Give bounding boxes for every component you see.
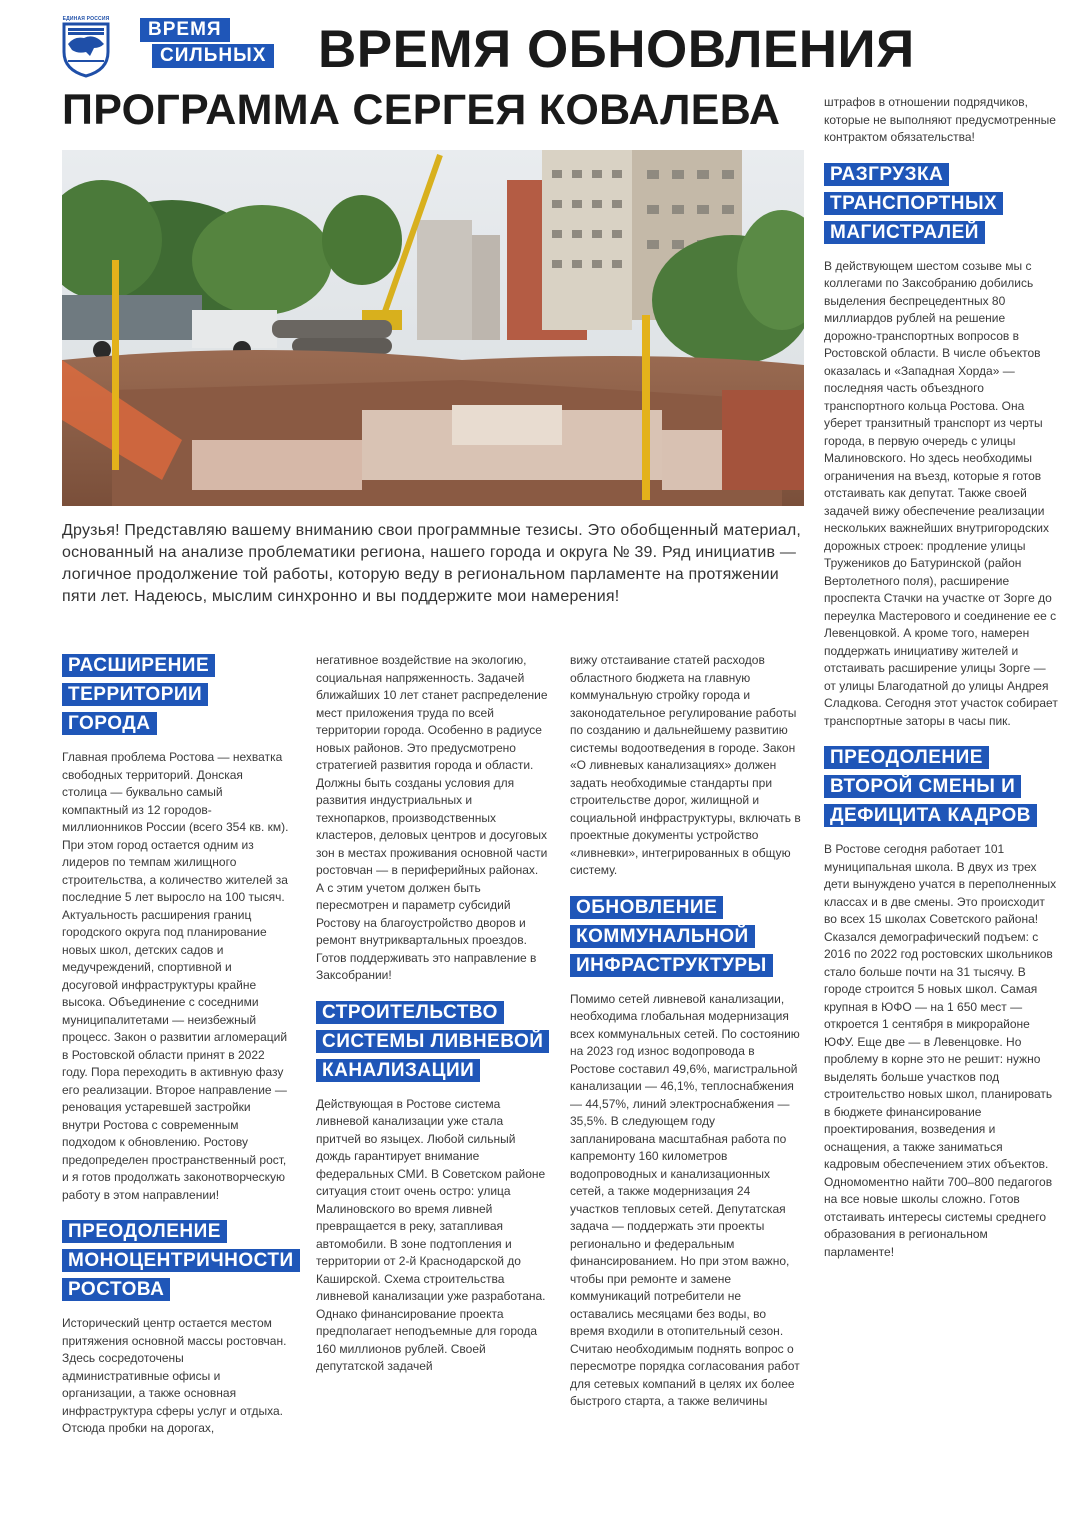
intro-paragraph: Друзья! Представляю вашему вниманию свои программные тезисы. Это обобщенный материал, основанный на анализе проблематики региона, нашего города и округа № 39. Ряд инициатив — логичное продолжение той работы, которую веду в региональном парламенте на протяжении пяти лет. Надеюсь, мыслим синхронно и вы поддержите мои намерения!	[62, 522, 802, 605]
section-heading-schools: ПРЕОДОЛЕНИЕ ВТОРОЙ СМЕНЫ И ДЕФИЦИТА КАДРОВ	[824, 746, 1037, 827]
section-heading-drainage: СТРОИТЕЛЬСТВО СИСТЕМЫ ЛИВНЕВОЙ КАНАЛИЗАЦИИ	[316, 1001, 549, 1082]
brand-slogan	[140, 18, 296, 70]
section-text-territory: Главная проблема Ростова — нехватка свободных территорий. Донская столица — буквально самый компактный из 12 городов-миллионников России (всего 354 кв. км). При этом город остается одним из лидеров по темпам жилищного строительства, а количество жителей за последние 5 лет выросло на 100 тысяч. Актуальность расширения границ городского округа под планирование новых школ, детских садов и медучреждений, спортивной и досуговой инфраструктуры крайне высока. Объединение с соседними муниципалитетами — неизбежный процесс. Закон о развитии агломераций в Ростовской области принят в 2022 году. Пора переходить в активную фазу его реализации. Второе направление — реновация устаревшей застройки внутри Ростова с современным подходом к обновлению. Ростову предопределен пространственный рост, и я готов продолжать законотворческую работу в этом направлении!	[62, 750, 289, 1202]
section-heading-territory: РАСШИРЕНИЕ ТЕРРИТОРИИ ГОРОДА	[62, 654, 215, 735]
section-heading-monocentric: ПРЕОДОЛЕНИЕ МОНОЦЕНТРИЧНОСТИ РОСТОВА	[62, 1220, 300, 1301]
section-text-monocentric-cont: негативное воздействие на экологию, социальная напряженность. Задачей ближайших 10 лет станет распределение мест приложения труда по всей территории города. Особенно в радиусе новых районов. Это предусмотрено стратегией развития города и области. Должны быть созданы условия для развития индустриальных и технопарков, производственных кластеров, деловых центров и досуговых зон в местах проживания основной части ростовчан — в периферийных районах. А с этим учетом должен быть пересмотрен и параметр субсидий Ростову на благоустройство дворов и ремонт внутриквартальных проездов. Готов поддерживать это направление в Заксобрании!	[316, 653, 548, 982]
brand-line-1: ВРЕМЯ	[140, 18, 230, 42]
section-text-schools: В Ростове сегодня работает 101 муниципальная школа. В двух из трех дети вынуждено учатся в переполненных классах и в две смены. Это происходит во всех 15 школах Советского района! Сказался демографический подъем: с 2016 по 2022 год ростовских школьников стало больше почти на 31 тысячу. В городе строится 5 новых школ. Самая крупная в ЮФО — на 1 650 мест — откроется 1 сентября в микрорайоне ЮФУ. Еще две — в Левенцовке. Но проблему в корне это не решит: нужно выделять больше участков под строительство новых школ, планировать в бюджете финансирование проектирования, возведения и оснащения, а также заниматься кадровым обеспечением этих объектов. Одномоментно найти 700–800 педагогов на все новые школы сложно. Готов отстаивать интересы системы среднего образования в региональном парламенте!	[824, 842, 1057, 1259]
section-text-monocentric: Исторический центр остается местом притяжения основной массы ростовчан. Здесь сосредоточены административные офисы и организации, а также основная инфраструктура сферы услуг и отдыха. Отсюда пробки на дорогах,	[62, 1316, 287, 1435]
page-subtitle: ПРОГРАММА СЕРГЕЯ КОВАЛЕВА	[62, 86, 781, 134]
section-text-drainage: Действующая в Ростове система ливневой канализации уже стала притчей во языцех. Любой сильный дождь гарантирует внимание федеральных СМИ. В Советском районе ситуация стоит очень остро: улица Малиновского во время ливней превращается в реку, затапливая автомобили. В зоне подтопления и территории от 2-й Краснодарской до Каширской. Схема строительства ливневой канализации уже разработана. Однако финансирование проекта предполагает неподъемные для города 160 миллионов рублей. Своей депутатской задачей	[316, 1096, 546, 1373]
section-text-transport: В действующем шестом созыве мы с коллегами по Заксобранию добились выделения беспрецедентных 80 миллиардов рублей на решение дорожно-транспортных вопросов в Ростовской области. В числе объектов оказалась и «Западная Хорда» — последняя часть объездного транспортного кольца Ростова. Она уберет транзитный транспорт из черты города, в первую очередь с улицы Малиновского. Но здесь необходимы ограничения на въезд, которые я готов отстаивать как депутат. Также своей задачей вижу обеспечение реализации нескольких важнейших внутригородских дорожных строек: продление улицы Тружеников до Батуринской (район Вертолетного поля), расширение проспекта Стачки на участке от Зорге до переулка Мастерового и соединение ее с Левенцовкой. А кроме того, намерен поддержать инициативу жителей и отстаивать расширение улицы Зорге — от улицы Благодатной до улицы Андрея Сладкова. Сегодня этот участок собирает транспортные заторы в часы пик.	[824, 258, 1058, 728]
logo-text: ЕДИНАЯ РОССИЯ	[62, 16, 110, 22]
brand-line-2: СИЛЬНЫХ	[152, 44, 274, 68]
section-text-utilities-cont: штрафов в отношении подрядчиков, которые не выполняют предусмотренные контрактом обязательства!	[824, 95, 1056, 144]
bear-emblem-icon	[60, 22, 112, 78]
column-2	[316, 652, 548, 1376]
column-3	[570, 652, 802, 1411]
party-logo	[60, 16, 112, 82]
section-text-utilities: Помимо сетей ливневой канализации, необходима глобальная модернизация всех коммунальных сетей. По состоянию на 2023 год износ водопровода в Ростове составил 49,6%, магистральной канализации — 46,1%, теплоснабжения — 44,57%, линий электроснабжения — 35,5%. В следующем году запланирована масштабная работа по капремонту 160 километров водопроводных и канализационных сетей, а также модернизация 24 участков тепловых сетей. Депутатская задача — поддержать эти проекты регионально и федеральным финансированием. Но при этом важно, чтобы при ремонте и замене коммуникаций потребители не оставались месяцами без воды, во время входили в отопительный сезон. Считаю необходимым поднять вопрос о пересмотре порядка согласования работ для сетевых компаний в целях их более быстрого старта, а также величины	[570, 991, 800, 1408]
column-4	[824, 94, 1058, 1261]
page-title: ВРЕМЯ ОБНОВЛЕНИЯ	[318, 20, 915, 79]
section-text-drainage-cont: вижу отстаивание статей расходов областного бюджета на главную коммунальную стройку города и законодательное регулирование работы по созданию и дальнейшему развитию системы водоотведения в городе. Закон «О ливневых канализациях» должен задать необходимые стандарты при строительстве дорог, жилищной и социальной инфраструктуры, включать в проектные документы устройство «ливневки», интегрированных в общую систему.	[570, 653, 801, 877]
photo-illustration	[62, 150, 804, 506]
column-1	[62, 652, 294, 1438]
construction-site-photo	[62, 150, 804, 506]
section-heading-transport: РАЗГРУЗКА ТРАНСПОРТНЫХ МАГИСТРАЛЕЙ	[824, 163, 1003, 244]
section-heading-utilities: ОБНОВЛЕНИЕ КОММУНАЛЬНОЙ ИНФРАСТРУКТУРЫ	[570, 896, 773, 977]
